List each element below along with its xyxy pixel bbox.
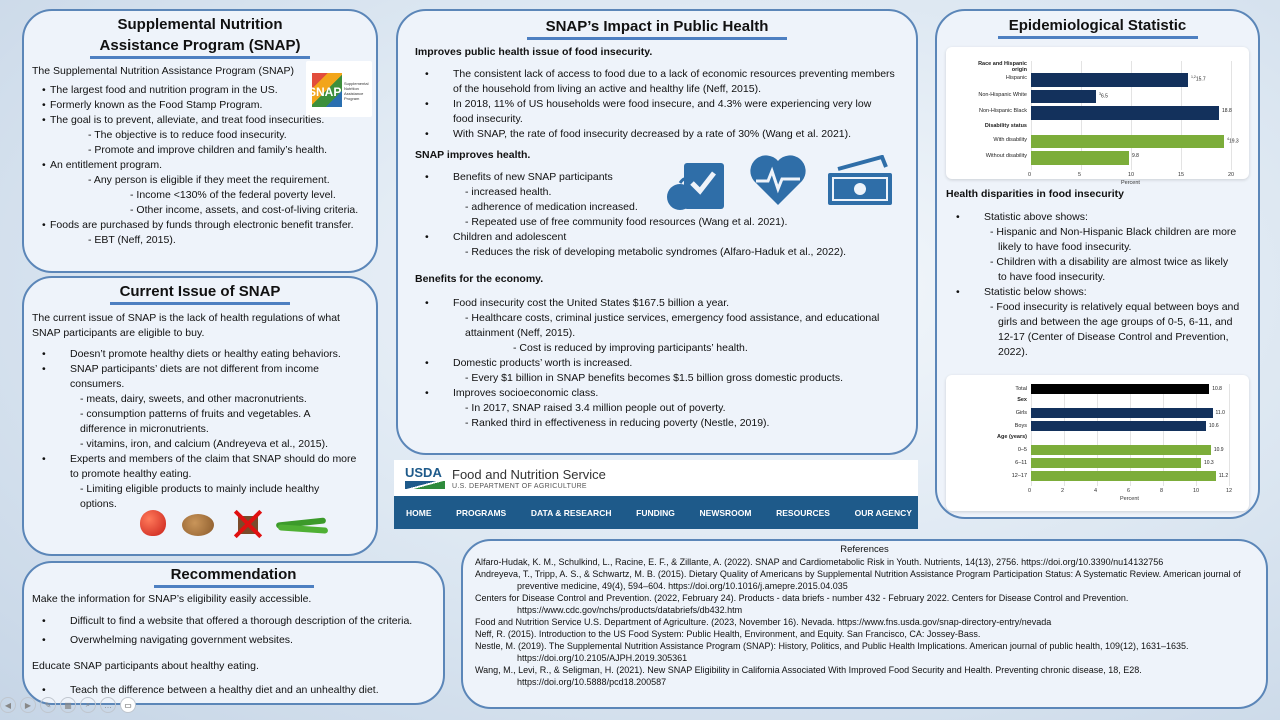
epi-bullet: • Statistic below shows: xyxy=(946,285,1256,300)
chart-tick-label: 12 xyxy=(1226,488,1233,494)
chart-tick-label: 15 xyxy=(1178,171,1185,178)
nav-newsroom[interactable]: NEWSROOM xyxy=(699,507,752,518)
camera-icon[interactable]: ▭ xyxy=(120,697,136,713)
logo-text: Nutrition xyxy=(344,86,359,91)
snap-bullet: • An entitlement program. xyxy=(32,158,376,173)
impact-bullet: • Improves socioeconomic class. xyxy=(415,386,916,401)
chart-category-label: 12–17 xyxy=(1011,473,1027,479)
issue-sub: - vitamins, iron, and calcium (Andreyeva et al., 2015). xyxy=(80,438,329,450)
chart-gridline xyxy=(1231,61,1232,170)
issue-bullet: • Doesn’t promote healthy diets or healthy eating behaviors. xyxy=(32,347,376,362)
rec-text: Make the information for SNAP’s eligibility easily accessible. xyxy=(32,593,312,605)
chart-category-label: Total xyxy=(1015,386,1027,392)
chart-bar xyxy=(1031,151,1129,165)
rec-title: Recommendation xyxy=(170,566,297,583)
chart-bar xyxy=(1031,421,1206,431)
chart-race-disability xyxy=(946,47,1249,186)
references-title: References xyxy=(840,544,889,555)
chart-data-label: 11.0 xyxy=(1215,410,1225,416)
slide-toolbar xyxy=(0,697,136,713)
chart-tick-label: 8 xyxy=(1160,488,1164,494)
epi-sub: 12-17 (Center of Disease Control and Prevention, xyxy=(998,331,1229,343)
pen-icon[interactable]: ✎ xyxy=(40,697,56,713)
impact-sub: - Every $1 billion in SNAP benefits becomes $1.5 billion gross domestic products. xyxy=(465,372,843,384)
reference-item: Neff, R. (2015). Introduction to the US Food System: Public Health, Environment, and Equity. San Francisco, CA: Jossey-Bass. xyxy=(475,629,981,639)
reference-item: Alfaro-Hudak, K. M., Schulkind, L., Racine, E. F., & Zillante, A. (2022). SNAP and Cardiometabolic Risk in Youth. Nutrients, 14(13), 2756. https://doi.org/10.3390/nu14132756 xyxy=(475,557,1164,567)
chart-data-label: 10.9 xyxy=(1213,447,1224,453)
chart-bar xyxy=(1031,73,1188,87)
issue-sub: difference in micronutrients. xyxy=(80,423,209,435)
snap-sub: - The objective is to reduce food insecurity. xyxy=(88,129,287,141)
logo-text: Assistance xyxy=(344,91,364,96)
chart-tick-label: 5 xyxy=(1078,171,1082,178)
impact-sub: - Reduces the risk of developing metabolic syndromes (Alfaro-Haduk et al., 2022). xyxy=(465,246,847,258)
impact-bullet: • Food insecurity cost the United States $167.5 billion a year. xyxy=(415,296,916,311)
impact-text: of the household from living an active and healthy life (Neff, 2015). xyxy=(453,83,761,95)
crossed-candy-icon xyxy=(232,508,264,540)
chart-bar xyxy=(1031,408,1213,418)
snap-sub: - Income <130% of the federal poverty level. xyxy=(130,189,336,201)
references-panel xyxy=(461,539,1268,709)
chart-category-label: 6–11 xyxy=(1015,460,1027,466)
impact-sub: - Healthcare costs, criminal justice services, emergency food assistance, and educational xyxy=(465,312,880,324)
impact-heading: SNAP improves health. xyxy=(415,149,531,161)
issue-text: The current issue of SNAP is the lack of health regulations of what xyxy=(32,312,340,324)
snap-title-line1: Supplemental Nutrition xyxy=(117,16,283,33)
snap-panel xyxy=(22,9,378,273)
snap-bullet: • The largest food and nutrition program in the US. xyxy=(32,83,376,98)
epi-title: Epidemiological Statistic xyxy=(1008,17,1187,34)
chart-category-label: Non-Hispanic White xyxy=(978,91,1027,98)
chart-bar xyxy=(1031,384,1209,394)
chart-bar xyxy=(1031,471,1216,481)
chart-tick-label: 10 xyxy=(1193,488,1200,494)
impact-sub: - Ranked third in effectiveness in reducing poverty (Nestle, 2019). xyxy=(465,417,770,429)
impact-heading: Improves public health issue of food insecurity. xyxy=(415,46,653,58)
impact-sub: - Cost is reduced by improving participants’ health. xyxy=(513,342,748,354)
chart-category-label: With disability xyxy=(993,136,1027,143)
impact-panel xyxy=(396,9,918,455)
chart-category-label: Girls xyxy=(1015,410,1027,416)
chart-data-label: 10.8 xyxy=(1212,386,1222,392)
snap-bullet: • Formerly known as the Food Stamp Program. xyxy=(32,98,376,113)
epi-sub: 2022). xyxy=(998,346,1028,358)
reference-item: Andreyeva, T., Tripp, A. S., & Schwartz, M. B. (2015). Dietary Quality of Americans by Supplemental Nutrition Assistance Program Participation Status: A Systematic Review. American journal of preventive medicine, 49(4), 594–604. https://doi.org/10.1016/j.amepre.2015.04.035 xyxy=(475,569,1241,591)
rec-bullet: • Overwhelming navigating government websites. xyxy=(32,633,443,648)
issue-sub: - consumption patterns of fruits and vegetables. A xyxy=(80,408,311,420)
chart-category-label: Hispanic xyxy=(1005,75,1027,81)
epi-sub: - Children with a disability are almost twice as likely xyxy=(990,256,1229,268)
chart-tick-label: 0 xyxy=(1028,488,1032,494)
epi-sub: to have food insecurity. xyxy=(998,271,1106,283)
nav-home[interactable]: HOME xyxy=(406,507,432,518)
epi-sub: - Hispanic and Non-Hispanic Black children are more xyxy=(990,226,1237,238)
money-icon xyxy=(824,155,896,207)
prev-icon[interactable]: ◀ xyxy=(0,697,16,713)
impact-sub: - increased health. xyxy=(465,186,552,198)
chart-data-label: 9.8 xyxy=(1132,153,1139,159)
snap-title-line2: Assistance Program (SNAP) xyxy=(99,37,301,54)
green-beans-icon xyxy=(276,518,328,536)
impact-bullet: • Benefits of new SNAP participants xyxy=(415,170,916,185)
snap-bullet: • The goal is to prevent, alleviate, and treat food insecurities. xyxy=(32,113,376,128)
logo-text: Supplemental xyxy=(344,81,369,86)
nav-our-agency[interactable]: OUR AGENCY xyxy=(854,507,912,518)
chart-category-label: 0–5 xyxy=(1017,447,1027,453)
rec-bullet: • Difficult to find a website that offered a thorough description of the criteria. xyxy=(32,614,443,629)
chart-data-label: 11.2 xyxy=(1218,473,1229,479)
chart-category-label: Boys xyxy=(1014,423,1027,429)
logo-text: Program xyxy=(344,96,360,101)
snap-sub: - Promote and improve children and family’s health. xyxy=(88,144,328,156)
snap-intro: The Supplemental Nutrition Assistance Program (SNAP) xyxy=(32,65,295,77)
issue-sub: - meats, dairy, sweets, and other macronutrients. xyxy=(80,393,307,405)
chart-xlabel: Percent xyxy=(1121,179,1140,186)
reference-item: Wang, M., Levi, R., & Seligman, H. (2021). New SNAP Eligibility in California Associated With Improved Food Security and Health. Preventing chronic disease, 18, E28. https://doi.org/10.5888/pcd18.200587 xyxy=(475,665,1142,687)
chart-bar xyxy=(1031,445,1211,455)
chart-gridline xyxy=(1229,384,1230,486)
snap-logo-word: SNAP xyxy=(308,85,342,99)
impact-title: SNAP’s Impact in Public Health xyxy=(545,18,769,35)
rec-bullet: • Teach the difference between a healthy diet and an unhealthy diet. xyxy=(32,683,443,698)
impact-bullet: • With SNAP, the rate of food insecurity decreased by a rate of 30% (Wang et al. 2021). xyxy=(415,127,916,142)
issue-text: consumers. xyxy=(70,378,125,390)
epi-heading: Health disparities in food insecurity xyxy=(946,188,1124,200)
impact-bullet: • The consistent lack of access to food due to a lack of economic resources preventing members xyxy=(415,67,916,82)
reference-item: Nestle, M. (2019). The Supplemental Nutrition Assistance Program (SNAP): History, Politics, and Public Health Implications. American journal of public health, 109(12), 1631–1635. https://doi.org/10.2105/AJPH.2019.305361 xyxy=(475,641,1189,663)
chart-data-label: 18.8 xyxy=(1222,108,1232,114)
epi-sub: - Food insecurity is relatively equal between boys and xyxy=(990,301,1240,313)
more-icon[interactable]: … xyxy=(100,697,116,713)
nav-resources[interactable]: RESOURCES xyxy=(776,507,830,518)
impact-sub: - Repeated use of free community food resources (Wang et al. 2021). xyxy=(465,216,788,228)
impact-heading: Benefits for the economy. xyxy=(415,273,544,285)
issue-text: SNAP participants are eligible to buy. xyxy=(32,327,205,339)
slides-icon[interactable]: ▦ xyxy=(60,697,76,713)
impact-text: food insecurity. xyxy=(453,113,523,125)
issue-bullet: • Experts and members of the claim that SNAP should do more xyxy=(32,452,376,467)
reference-item: Centers for Disease Control and Prevention. (2022, February 24). Products - data briefs - number 432 - February 2022. Centers for Disease Control and Prevention. https://www.cdc.gov/nchs/products/databriefs/db432.htm xyxy=(475,593,1129,615)
rec-text: Educate SNAP participants about healthy eating. xyxy=(32,660,259,672)
chart-tick-label: 0 xyxy=(1028,171,1032,178)
fns-name: Food and Nutrition Service xyxy=(452,467,606,482)
epi-bullet: • Statistic above shows: xyxy=(946,210,1256,225)
nav-programs[interactable]: PROGRAMS xyxy=(456,507,507,518)
chart-bar xyxy=(1031,458,1201,468)
chart-group-label: Disability status xyxy=(984,122,1027,129)
chart-group-label: Sex xyxy=(1017,397,1027,403)
impact-bullet: • In 2018, 11% of US households were food insecure, and 4.3% were experiencing very low xyxy=(415,97,916,112)
chart-data-label: $^3$6.5 xyxy=(1099,91,1108,100)
nav-data-research[interactable]: DATA & RESEARCH xyxy=(530,507,612,518)
chart-category-label: Non-Hispanic Black xyxy=(979,108,1027,114)
impact-sub: - adherence of medication increased. xyxy=(465,201,638,213)
chart-tick-label: 10 xyxy=(1128,171,1135,178)
snap-sub: - EBT (Neff, 2015). xyxy=(88,234,176,246)
impact-sub: attainment (Neff, 2015). xyxy=(465,327,576,339)
chart-sex-age xyxy=(946,375,1249,511)
chart-data-label: $^{1,2}$15.7 xyxy=(1191,75,1206,83)
chart-data-label: 10.3 xyxy=(1203,460,1214,466)
issue-text: to promote healthy eating. xyxy=(70,468,192,480)
issue-sub: options. xyxy=(80,498,117,510)
epi-sub: likely to have food insecurity. xyxy=(998,241,1132,253)
reference-item: Food and Nutrition Service U.S. Department of Agriculture. (2023, November 16). Nevada. https://www.fns.usda.gov/snap-directory-entry/nevada xyxy=(475,617,1052,627)
epi-panel xyxy=(935,9,1260,519)
usda-logo xyxy=(405,466,445,490)
snap-sub: - Other income, assets, and cost-of-living criteria. xyxy=(130,204,359,216)
impact-bullet: • Domestic products’ worth is increased. xyxy=(415,356,916,371)
epi-sub: girls and between the age groups of 0-5, 6-11, and xyxy=(998,316,1233,328)
recommendation-panel xyxy=(22,561,445,705)
issue-sub: - Limiting eligible products to mainly include healthy xyxy=(80,483,320,495)
chart-group-label: Age (years) xyxy=(997,434,1027,440)
chart-tick-label: 2 xyxy=(1061,488,1065,494)
chart-xlabel: Percent xyxy=(1120,496,1139,502)
chart-category-label: Without disability xyxy=(985,153,1027,159)
usda-dept: U.S. DEPARTMENT OF AGRICULTURE xyxy=(452,483,587,490)
heartbeat-icon xyxy=(748,151,808,207)
chart-bar xyxy=(1031,135,1224,149)
chart-data-label: $^4$19.3 xyxy=(1227,136,1239,145)
snap-sub: - Any person is eligible if they meet the requirement. xyxy=(88,174,330,186)
chart-tick-label: 6 xyxy=(1127,488,1131,494)
usda-nav xyxy=(394,496,918,529)
usda-logo-text: USDA xyxy=(405,465,442,480)
next-icon[interactable]: ▶ xyxy=(20,697,36,713)
issue-panel xyxy=(22,276,378,556)
usda-banner[interactable] xyxy=(394,460,918,529)
potato-icon xyxy=(182,514,214,536)
impact-sub: - In 2017, SNAP raised 3.4 million people out of poverty. xyxy=(465,402,726,414)
zoom-icon[interactable]: ⌕ xyxy=(80,697,96,713)
issue-bullet: • SNAP participants’ diets are not different from income xyxy=(32,362,376,377)
healthy-food-icon xyxy=(664,153,730,211)
chart-tick-label: 4 xyxy=(1094,488,1098,494)
chart-data-label: 10.6 xyxy=(1208,423,1219,429)
nav-funding[interactable]: FUNDING xyxy=(636,507,675,518)
impact-bullet: • Children and adolescent xyxy=(415,230,916,245)
chart-tick-label: 20 xyxy=(1228,171,1235,178)
apple-icon xyxy=(140,510,166,536)
chart-bar xyxy=(1031,90,1096,104)
chart-group-label: Race and Hispanic origin xyxy=(978,61,1027,73)
chart-bar xyxy=(1031,106,1219,120)
snap-bullet: • Foods are purchased by funds through electronic benefit transfer. xyxy=(32,218,376,233)
issue-title: Current Issue of SNAP xyxy=(119,283,281,300)
